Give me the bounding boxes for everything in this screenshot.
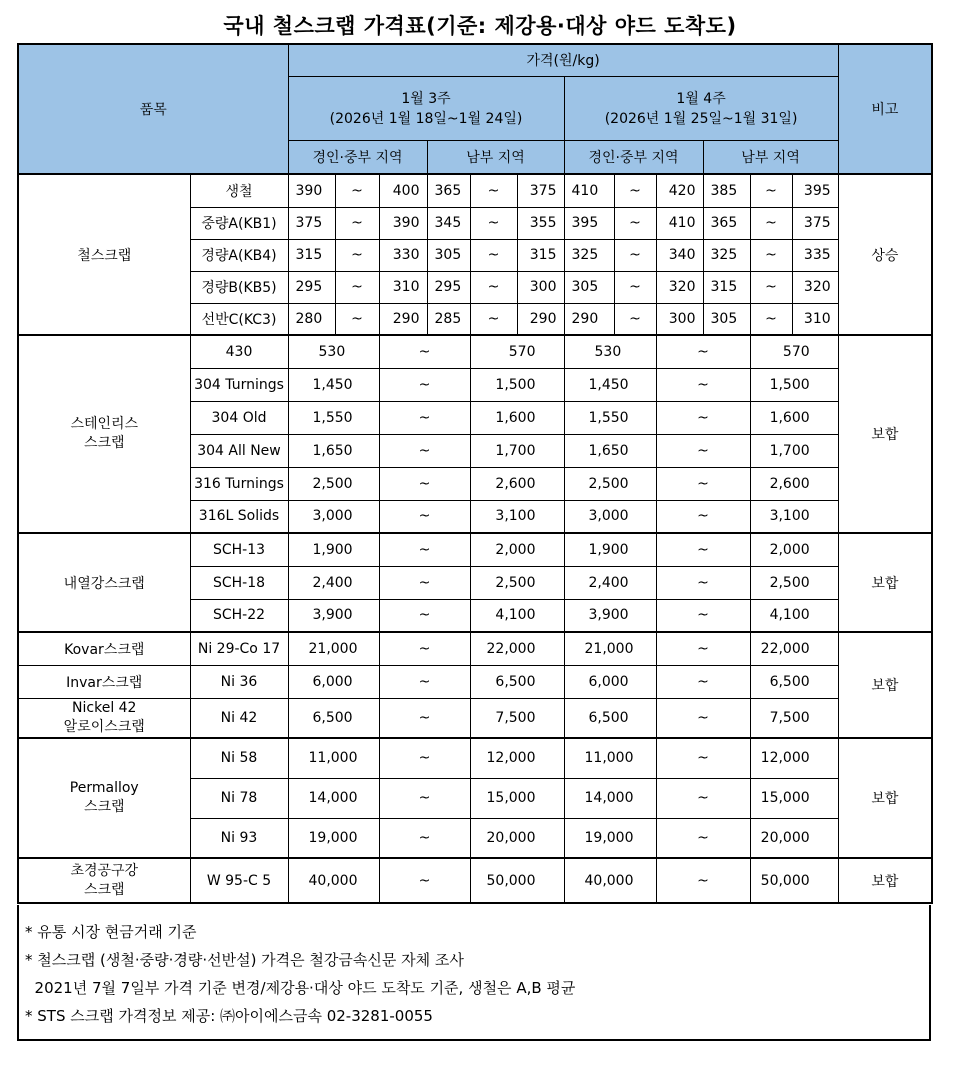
price-high: 6,500 (470, 665, 564, 698)
price-high: 12,000 (470, 738, 564, 778)
tilde: ~ (379, 818, 470, 858)
price-high: 300 (656, 303, 703, 335)
price-high: 2,000 (470, 533, 564, 566)
region-b-week1: 남부 지역 (427, 140, 564, 174)
price-high: 310 (792, 303, 838, 335)
tilde: ~ (470, 271, 517, 303)
price-high: 315 (517, 239, 564, 271)
price-low: 6,500 (564, 698, 656, 738)
price-low: 21,000 (564, 632, 656, 665)
price-low: 365 (427, 174, 470, 207)
price-low: 2,400 (564, 566, 656, 599)
price-high: 310 (379, 271, 427, 303)
tilde: ~ (335, 239, 379, 271)
price-high: 1,700 (750, 434, 838, 467)
tilde: ~ (335, 207, 379, 239)
item-name: Ni 36 (190, 665, 288, 698)
remark-permalloy: 보합 (838, 738, 932, 858)
tilde: ~ (379, 368, 470, 401)
tilde: ~ (656, 434, 750, 467)
price-low: 305 (564, 271, 614, 303)
price-low: 3,000 (564, 500, 656, 533)
tilde: ~ (656, 858, 750, 903)
tilde: ~ (656, 818, 750, 858)
price-low: 395 (564, 207, 614, 239)
item-name: Ni 42 (190, 698, 288, 738)
price-low: 6,000 (564, 665, 656, 698)
header-price-unit: 가격(원/kg) (288, 44, 838, 76)
price-low: 14,000 (564, 778, 656, 818)
category-heat: 내열강스크랩 (18, 533, 190, 632)
tilde: ~ (379, 665, 470, 698)
price-low: 1,550 (564, 401, 656, 434)
item-name: Ni 29-Co 17 (190, 632, 288, 665)
price-high: 3,100 (750, 500, 838, 533)
category-line: 스크랩 (83, 881, 125, 898)
table-row (18, 665, 932, 698)
price-high: 335 (792, 239, 838, 271)
price-low: 390 (288, 174, 335, 207)
price-low: 1,650 (288, 434, 379, 467)
price-high: 300 (517, 271, 564, 303)
tilde: ~ (379, 335, 470, 368)
tilde: ~ (656, 467, 750, 500)
tilde: ~ (656, 632, 750, 665)
price-low: 2,400 (288, 566, 379, 599)
tilde: ~ (656, 665, 750, 698)
price-high: 570 (470, 335, 564, 368)
price-high: 2,500 (750, 566, 838, 599)
item-name: SCH-13 (190, 533, 288, 566)
tilde: ~ (656, 566, 750, 599)
table-row (18, 174, 932, 207)
tilde: ~ (470, 207, 517, 239)
price-low: 14,000 (288, 778, 379, 818)
table-row (18, 335, 932, 368)
tilde: ~ (656, 368, 750, 401)
price-high: 12,000 (750, 738, 838, 778)
price-high: 20,000 (750, 818, 838, 858)
price-high: 15,000 (750, 778, 838, 818)
item-name: 304 Turnings (190, 368, 288, 401)
region-a-week1: 경인·중부 지역 (288, 140, 427, 174)
price-low: 325 (703, 239, 750, 271)
tilde: ~ (470, 303, 517, 335)
tilde: ~ (379, 698, 470, 738)
price-high: 22,000 (470, 632, 564, 665)
price-high: 50,000 (470, 858, 564, 903)
price-low: 6,500 (288, 698, 379, 738)
table-row (18, 632, 932, 665)
price-high: 2,600 (470, 467, 564, 500)
tilde: ~ (614, 207, 656, 239)
tilde: ~ (614, 303, 656, 335)
item-name: SCH-18 (190, 566, 288, 599)
price-high: 320 (792, 271, 838, 303)
item-name: SCH-22 (190, 599, 288, 632)
price-high: 290 (379, 303, 427, 335)
price-low: 365 (703, 207, 750, 239)
item-name: 중량A(KB1) (190, 207, 288, 239)
price-low: 345 (427, 207, 470, 239)
price-high: 1,700 (470, 434, 564, 467)
tilde: ~ (379, 858, 470, 903)
price-low: 315 (703, 271, 750, 303)
tilde: ~ (470, 174, 517, 207)
tilde: ~ (750, 207, 792, 239)
tilde: ~ (335, 303, 379, 335)
price-high: 6,500 (750, 665, 838, 698)
tilde: ~ (379, 599, 470, 632)
price-high: 420 (656, 174, 703, 207)
price-low: 295 (427, 271, 470, 303)
price-low: 1,550 (288, 401, 379, 434)
price-high: 375 (792, 207, 838, 239)
price-high: 330 (379, 239, 427, 271)
item-name: 316L Solids (190, 500, 288, 533)
item-name: 선반C(KC3) (190, 303, 288, 335)
price-high: 375 (517, 174, 564, 207)
price-table (17, 43, 933, 904)
price-high: 1,500 (750, 368, 838, 401)
price-low: 3,900 (288, 599, 379, 632)
region-b-week2: 남부 지역 (703, 140, 838, 174)
price-low: 295 (288, 271, 335, 303)
category-invar: Invar스크랩 (18, 665, 190, 698)
category-steel: 철스크랩 (18, 174, 190, 335)
tilde: ~ (656, 599, 750, 632)
price-low: 40,000 (564, 858, 656, 903)
table-row (18, 698, 932, 738)
price-low: 21,000 (288, 632, 379, 665)
tilde: ~ (614, 174, 656, 207)
tilde: ~ (335, 271, 379, 303)
category-line: 스크랩 (83, 799, 125, 815)
price-low: 1,900 (564, 533, 656, 566)
tilde: ~ (379, 434, 470, 467)
tilde: ~ (379, 632, 470, 665)
table-row (18, 738, 932, 778)
price-low: 2,500 (564, 467, 656, 500)
price-low: 530 (564, 335, 656, 368)
tilde: ~ (656, 533, 750, 566)
category-line: Permalloy (69, 780, 139, 796)
price-table-container (17, 43, 931, 904)
tilde: ~ (335, 174, 379, 207)
price-high: 1,600 (750, 401, 838, 434)
tilde: ~ (750, 271, 792, 303)
tilde: ~ (656, 698, 750, 738)
price-low: 290 (564, 303, 614, 335)
remark-carbide: 보합 (838, 858, 932, 903)
tilde: ~ (379, 500, 470, 533)
week-2-name: 1월 4주 (676, 91, 726, 107)
item-name: 304 Old (190, 401, 288, 434)
price-low: 325 (564, 239, 614, 271)
page-title: 국내 철스크랩 가격표(기준: 제강용·대상 야드 도착도) (223, 14, 737, 38)
price-high: 2,500 (470, 566, 564, 599)
price-high: 395 (792, 174, 838, 207)
tilde: ~ (750, 174, 792, 207)
price-high: 15,000 (470, 778, 564, 818)
tilde: ~ (379, 738, 470, 778)
item-name: Ni 78 (190, 778, 288, 818)
price-high: 7,500 (470, 698, 564, 738)
header-week-1 (288, 76, 564, 140)
item-name: 316 Turnings (190, 467, 288, 500)
price-high: 1,600 (470, 401, 564, 434)
price-high: 340 (656, 239, 703, 271)
category-line: Nickel 42 (72, 699, 137, 716)
price-high: 400 (379, 174, 427, 207)
footnotes (17, 905, 931, 1041)
item-name: Ni 58 (190, 738, 288, 778)
price-high: 570 (750, 335, 838, 368)
tilde: ~ (750, 239, 792, 271)
item-name: Ni 93 (190, 818, 288, 858)
remark-heat: 보합 (838, 533, 932, 632)
price-low: 2,500 (288, 467, 379, 500)
footnote: * 철스크랩 (생철·중량·경량·선반설) 가격은 철강금속신문 자체 조사 (25, 951, 464, 969)
price-low: 19,000 (564, 818, 656, 858)
remark-alloy: 보합 (838, 632, 932, 738)
tilde: ~ (656, 335, 750, 368)
price-high: 3,100 (470, 500, 564, 533)
week-2-range: (2026년 1월 25일~1월 31일) (604, 111, 798, 127)
price-low: 385 (703, 174, 750, 207)
table-row (18, 533, 932, 566)
price-low: 3,900 (564, 599, 656, 632)
item-name: 304 All New (190, 434, 288, 467)
item-name: 경량B(KB5) (190, 271, 288, 303)
category-line: 스테인리스 (70, 416, 139, 432)
tilde: ~ (379, 778, 470, 818)
category-line: 스크랩 (83, 435, 125, 451)
price-high: 2,000 (750, 533, 838, 566)
price-high: 7,500 (750, 698, 838, 738)
tilde: ~ (379, 467, 470, 500)
tilde: ~ (656, 778, 750, 818)
price-high: 355 (517, 207, 564, 239)
tilde: ~ (656, 401, 750, 434)
week-1-name: 1월 3주 (401, 91, 451, 107)
category-line: 알로이스크랩 (63, 718, 145, 735)
tilde: ~ (614, 239, 656, 271)
header-item: 품목 (18, 44, 288, 174)
tilde: ~ (379, 533, 470, 566)
price-low: 3,000 (288, 500, 379, 533)
price-low: 1,900 (288, 533, 379, 566)
table-row (18, 858, 932, 903)
price-high: 2,600 (750, 467, 838, 500)
footnote: 2021년 7월 7일부 가격 기준 변경/제강용·대상 야드 도착도 기준, 생철은 A,B 평균 (25, 979, 576, 997)
category-nickel42 (18, 698, 190, 738)
tilde: ~ (379, 566, 470, 599)
tilde: ~ (750, 303, 792, 335)
price-low: 305 (703, 303, 750, 335)
price-low: 375 (288, 207, 335, 239)
price-high: 22,000 (750, 632, 838, 665)
price-high: 410 (656, 207, 703, 239)
price-low: 1,450 (564, 368, 656, 401)
item-name: W 95-C 5 (190, 858, 288, 903)
price-low: 40,000 (288, 858, 379, 903)
price-low: 410 (564, 174, 614, 207)
price-low: 305 (427, 239, 470, 271)
price-high: 20,000 (470, 818, 564, 858)
header-remark: 비고 (838, 44, 932, 174)
price-low: 530 (288, 335, 379, 368)
price-low: 315 (288, 239, 335, 271)
footnote: * STS 스크랩 가격정보 제공: ㈜아이에스금속 02-3281-0055 (25, 1007, 433, 1025)
region-a-week2: 경인·중부 지역 (564, 140, 703, 174)
tilde: ~ (656, 500, 750, 533)
price-low: 1,650 (564, 434, 656, 467)
tilde: ~ (656, 738, 750, 778)
category-kovar: Kovar스크랩 (18, 632, 190, 665)
price-low: 11,000 (288, 738, 379, 778)
price-low: 280 (288, 303, 335, 335)
category-permalloy (18, 738, 190, 858)
item-name: 생철 (190, 174, 288, 207)
price-high: 390 (379, 207, 427, 239)
price-high: 320 (656, 271, 703, 303)
price-low: 11,000 (564, 738, 656, 778)
price-low: 285 (427, 303, 470, 335)
category-carbide (18, 858, 190, 903)
remark-steel: 상승 (838, 174, 932, 335)
category-stainless (18, 335, 190, 533)
tilde: ~ (614, 271, 656, 303)
price-high: 4,100 (470, 599, 564, 632)
header-week-2 (564, 76, 838, 140)
item-name: 430 (190, 335, 288, 368)
remark-stainless: 보합 (838, 335, 932, 533)
price-low: 19,000 (288, 818, 379, 858)
tilde: ~ (470, 239, 517, 271)
price-high: 1,500 (470, 368, 564, 401)
price-low: 6,000 (288, 665, 379, 698)
item-name: 경량A(KB4) (190, 239, 288, 271)
price-low: 1,450 (288, 368, 379, 401)
price-high: 290 (517, 303, 564, 335)
week-1-range: (2026년 1월 18일~1월 24일) (329, 111, 523, 127)
price-high: 4,100 (750, 599, 838, 632)
price-high: 50,000 (750, 858, 838, 903)
footnote: * 유통 시장 현금거래 기준 (25, 923, 197, 941)
tilde: ~ (379, 401, 470, 434)
category-line: 초경공구강 (70, 862, 139, 879)
